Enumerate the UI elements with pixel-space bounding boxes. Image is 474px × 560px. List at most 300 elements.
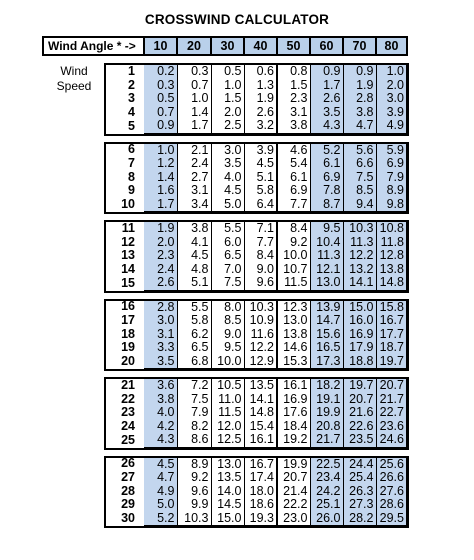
crosswind-value-cell: 0.3 (144, 79, 177, 93)
table-row (43, 433, 407, 448)
crosswind-value-cell: 12.5 (211, 433, 244, 448)
crosswind-value-cell: 8.5 (211, 314, 244, 328)
crosswind-value-cell: 2.3 (277, 92, 310, 106)
crosswind-value-cell: 17.4 (244, 471, 277, 485)
crosswind-value-cell: 4.9 (376, 119, 407, 134)
crosswind-value-cell: 7.5 (177, 393, 211, 407)
crosswind-value-cell: 12.3 (277, 300, 310, 315)
crosswind-value-cell: 25.4 (343, 471, 376, 485)
crosswind-value-cell: 12.2 (343, 249, 376, 263)
crosswind-value-cell: 10.5 (211, 378, 244, 393)
table-row (43, 378, 407, 393)
crosswind-value-cell: 14.0 (211, 485, 244, 499)
crosswind-value-cell: 5.0 (211, 198, 244, 213)
crosswind-value-cell: 4.7 (144, 471, 177, 485)
crosswind-value-cell: 14.5 (211, 498, 244, 512)
crosswind-value-cell: 0.3 (177, 64, 211, 79)
wind-speed-label-line2: Speed (56, 79, 92, 93)
crosswind-value-cell: 18.7 (376, 341, 407, 355)
group-spacer (43, 448, 407, 457)
crosswind-value-cell: 9.5 (211, 341, 244, 355)
speed-cell: 3 (128, 91, 135, 105)
crosswind-value-cell: 12.9 (244, 355, 277, 370)
crosswind-value-cell: 25.6 (376, 457, 407, 472)
crosswind-value-cell: 21.6 (343, 406, 376, 420)
crosswind-value-cell: 3.8 (343, 106, 376, 120)
table-row (43, 393, 407, 407)
table-row (43, 198, 407, 213)
speed-cell: 27 (121, 470, 135, 484)
crosswind-value-cell: 26.0 (310, 512, 343, 527)
crosswind-value-cell: 13.0 (310, 276, 343, 291)
crosswind-value-cell: 2.6 (310, 92, 343, 106)
crosswind-value-cell: 10.0 (211, 355, 244, 370)
crosswind-value-cell: 3.5 (144, 355, 177, 370)
crosswind-value-cell: 5.1 (244, 171, 277, 185)
crosswind-value-cell: 1.2 (144, 157, 177, 171)
table-row (43, 485, 407, 499)
crosswind-value-cell: 6.0 (211, 236, 244, 250)
speed-cell: 21 (121, 377, 135, 392)
crosswind-value-cell: 3.0 (211, 143, 244, 158)
crosswind-value-cell: 4.3 (144, 433, 177, 448)
crosswind-value-cell: 28.2 (343, 512, 376, 527)
crosswind-value-cell: 15.3 (277, 355, 310, 370)
crosswind-value-cell: 8.6 (177, 433, 211, 448)
crosswind-value-cell: 9.6 (244, 276, 277, 291)
crosswind-value-cell: 4.3 (310, 119, 343, 134)
crosswind-value-cell: 25.1 (310, 498, 343, 512)
crosswind-value-cell: 3.5 (310, 106, 343, 120)
angle-header-cell: 40 (244, 37, 277, 55)
crosswind-value-cell: 5.2 (144, 512, 177, 527)
crosswind-value-cell: 6.4 (244, 198, 277, 213)
crosswind-value-cell: 13.0 (211, 457, 244, 472)
crosswind-value-cell: 2.8 (144, 300, 177, 315)
crosswind-value-cell: 0.8 (277, 64, 310, 79)
table-row (43, 171, 407, 185)
angle-header-cell: 10 (144, 37, 177, 55)
table-row (43, 420, 407, 434)
speed-cell: 19 (121, 340, 135, 354)
crosswind-value-cell: 9.8 (376, 198, 407, 213)
crosswind-value-cell: 4.0 (144, 406, 177, 420)
crosswind-value-cell: 3.8 (277, 119, 310, 134)
table-row (43, 263, 407, 277)
crosswind-value-cell: 5.5 (211, 221, 244, 236)
crosswind-value-cell: 23.6 (376, 420, 407, 434)
crosswind-value-cell: 4.0 (211, 171, 244, 185)
crosswind-value-cell: 3.1 (277, 106, 310, 120)
crosswind-value-cell: 16.7 (376, 314, 407, 328)
crosswind-value-cell: 1.5 (211, 92, 244, 106)
crosswind-value-cell: 1.4 (177, 106, 211, 120)
crosswind-value-cell: 2.4 (177, 157, 211, 171)
angle-header-cell: 30 (211, 37, 244, 55)
crosswind-value-cell: 13.9 (310, 300, 343, 315)
crosswind-value-cell: 26.6 (376, 471, 407, 485)
crosswind-value-cell: 2.5 (211, 119, 244, 134)
crosswind-value-cell: 8.5 (343, 184, 376, 198)
crosswind-value-cell: 13.8 (277, 328, 310, 342)
crosswind-value-cell: 13.0 (277, 314, 310, 328)
crosswind-value-cell: 3.9 (376, 106, 407, 120)
crosswind-value-cell: 22.6 (343, 420, 376, 434)
crosswind-value-cell: 1.9 (343, 79, 376, 93)
speed-cell: 7 (128, 156, 135, 170)
crosswind-value-cell: 5.9 (376, 143, 407, 158)
crosswind-value-cell: 12.0 (211, 420, 244, 434)
crosswind-value-cell: 3.2 (244, 119, 277, 134)
speed-cell: 4 (128, 104, 135, 119)
table-row (43, 498, 407, 512)
crosswind-value-cell: 9.6 (177, 485, 211, 499)
speed-cell: 5 (128, 118, 135, 133)
crosswind-value-cell: 4.1 (177, 236, 211, 250)
header-row (43, 37, 407, 55)
crosswind-value-cell: 1.3 (244, 79, 277, 93)
wind-speed-label-line1: Wind (60, 64, 88, 78)
crosswind-value-cell: 19.9 (310, 406, 343, 420)
angle-header-cell: 20 (177, 37, 211, 55)
crosswind-value-cell: 1.0 (376, 64, 407, 79)
speed-cell: 9 (128, 183, 135, 197)
crosswind-value-cell: 4.6 (277, 143, 310, 158)
crosswind-value-cell: 6.2 (177, 328, 211, 342)
crosswind-value-cell: 1.6 (144, 184, 177, 198)
crosswind-value-cell: 19.1 (310, 393, 343, 407)
crosswind-value-cell: 22.2 (277, 498, 310, 512)
speed-cell: 30 (121, 511, 135, 525)
table-row (43, 355, 407, 370)
crosswind-value-cell: 9.0 (244, 263, 277, 277)
crosswind-value-cell: 23.5 (343, 433, 376, 448)
crosswind-value-cell: 4.7 (343, 119, 376, 134)
crosswind-value-cell: 8.4 (277, 221, 310, 236)
crosswind-value-cell: 6.8 (177, 355, 211, 370)
crosswind-value-cell: 2.8 (343, 92, 376, 106)
crosswind-value-cell: 0.9 (144, 119, 177, 134)
crosswind-value-cell: 15.0 (211, 512, 244, 527)
speed-cell: 23 (121, 405, 135, 419)
crosswind-value-cell: 18.8 (343, 355, 376, 370)
crosswind-value-cell: 6.9 (310, 171, 343, 185)
crosswind-value-cell: 14.1 (244, 393, 277, 407)
crosswind-value-cell: 11.3 (310, 249, 343, 263)
table-row (43, 184, 407, 198)
angle-header-cell: 60 (310, 37, 343, 55)
crosswind-value-cell: 3.1 (177, 184, 211, 198)
crosswind-value-cell: 18.0 (244, 485, 277, 499)
crosswind-value-cell: 14.8 (244, 406, 277, 420)
crosswind-value-cell: 1.7 (144, 198, 177, 213)
crosswind-value-cell: 4.9 (144, 485, 177, 499)
crosswind-value-cell: 0.6 (244, 64, 277, 79)
crosswind-value-cell: 7.9 (177, 406, 211, 420)
crosswind-value-cell: 5.1 (177, 276, 211, 291)
crosswind-value-cell: 10.3 (244, 300, 277, 315)
crosswind-value-cell: 1.9 (144, 221, 177, 236)
crosswind-value-cell: 2.7 (177, 171, 211, 185)
crosswind-value-cell: 7.1 (244, 221, 277, 236)
crosswind-value-cell: 14.1 (343, 276, 376, 291)
crosswind-value-cell: 20.8 (310, 420, 343, 434)
crosswind-value-cell: 13.5 (244, 378, 277, 393)
crosswind-value-cell: 3.8 (144, 393, 177, 407)
crosswind-value-cell: 3.4 (177, 198, 211, 213)
crosswind-value-cell: 3.6 (144, 378, 177, 393)
table-row (43, 143, 407, 158)
group-spacer (43, 55, 407, 64)
crosswind-value-cell: 5.8 (177, 314, 211, 328)
crosswind-value-cell: 23.4 (310, 471, 343, 485)
crosswind-value-cell: 16.9 (277, 393, 310, 407)
crosswind-value-cell: 6.1 (277, 171, 310, 185)
angle-header-cell: 70 (343, 37, 376, 55)
crosswind-value-cell: 20.7 (343, 393, 376, 407)
crosswind-value-cell: 18.4 (277, 420, 310, 434)
speed-cell: 15 (121, 275, 135, 290)
crosswind-value-cell: 13.2 (343, 263, 376, 277)
crosswind-value-cell: 18.6 (244, 498, 277, 512)
crosswind-value-cell: 6.9 (277, 184, 310, 198)
crosswind-value-cell: 12.1 (310, 263, 343, 277)
speed-cell: 14 (121, 261, 135, 276)
crosswind-value-cell: 16.1 (244, 433, 277, 448)
crosswind-value-cell: 8.7 (310, 198, 343, 213)
speed-cell: 10 (121, 197, 135, 211)
crosswind-value-cell: 3.5 (211, 157, 244, 171)
crosswind-value-cell: 14.8 (376, 276, 407, 291)
crosswind-value-cell: 7.7 (277, 198, 310, 213)
crosswind-value-cell: 2.6 (144, 276, 177, 291)
crosswind-value-cell: 9.4 (343, 198, 376, 213)
crosswind-value-cell: 2.0 (211, 106, 244, 120)
crosswind-value-cell: 4.5 (177, 249, 211, 263)
crosswind-value-cell: 28.6 (376, 498, 407, 512)
crosswind-value-cell: 10.9 (244, 314, 277, 328)
crosswind-value-cell: 13.5 (211, 471, 244, 485)
crosswind-value-cell: 16.5 (310, 341, 343, 355)
crosswind-value-cell: 15.8 (376, 300, 407, 315)
crosswind-value-cell: 5.5 (177, 300, 211, 315)
table-row (43, 471, 407, 485)
group-spacer (43, 291, 407, 300)
crosswind-value-cell: 6.1 (310, 157, 343, 171)
table-row (43, 341, 407, 355)
crosswind-value-cell: 4.8 (177, 263, 211, 277)
crosswind-value-cell: 6.5 (211, 249, 244, 263)
crosswind-value-cell: 17.9 (343, 341, 376, 355)
crosswind-value-cell: 6.6 (343, 157, 376, 171)
crosswind-value-cell: 2.4 (144, 263, 177, 277)
crosswind-value-cell: 22.7 (376, 406, 407, 420)
crosswind-value-cell: 4.5 (211, 184, 244, 198)
group-spacer (43, 212, 407, 221)
table-row (43, 221, 407, 236)
crosswind-value-cell: 1.0 (211, 79, 244, 93)
crosswind-value-cell: 10.3 (177, 512, 211, 527)
crosswind-value-cell: 0.9 (310, 64, 343, 79)
crosswind-value-cell: 6.5 (177, 341, 211, 355)
crosswind-value-cell: 27.6 (376, 485, 407, 499)
speed-cell: 6 (128, 142, 135, 156)
crosswind-value-cell: 7.5 (343, 171, 376, 185)
speed-cell: 24 (121, 418, 135, 433)
crosswind-value-cell: 0.7 (177, 79, 211, 93)
crosswind-value-cell: 13.8 (376, 263, 407, 277)
table-row (43, 92, 407, 106)
speed-cell: 25 (121, 432, 135, 447)
crosswind-value-cell: 14.7 (310, 314, 343, 328)
speed-cell: 16 (121, 299, 135, 313)
crosswind-value-cell: 16.1 (277, 378, 310, 393)
crosswind-value-cell: 18.2 (310, 378, 343, 393)
crosswind-value-cell: 5.2 (310, 143, 343, 158)
crosswind-value-cell: 23.0 (277, 512, 310, 527)
table-row (43, 249, 407, 263)
table-row (43, 236, 407, 250)
crosswind-value-cell: 11.0 (211, 393, 244, 407)
crosswind-value-cell: 7.9 (376, 171, 407, 185)
crosswind-value-cell: 24.4 (343, 457, 376, 472)
crosswind-value-cell: 19.9 (277, 457, 310, 472)
speed-cell: 12 (121, 234, 135, 249)
crosswind-value-cell: 1.0 (177, 92, 211, 106)
crosswind-value-cell: 1.7 (177, 119, 211, 134)
crosswind-value-cell: 7.8 (310, 184, 343, 198)
table-row (43, 314, 407, 328)
crosswind-value-cell: 2.0 (144, 236, 177, 250)
crosswind-value-cell: 1.7 (310, 79, 343, 93)
crosswind-value-cell: 3.0 (144, 314, 177, 328)
crosswind-value-cell: 12.2 (244, 341, 277, 355)
crosswind-value-cell: 29.5 (376, 512, 407, 527)
crosswind-value-cell: 1.0 (144, 143, 177, 158)
crosswind-value-cell: 3.8 (177, 221, 211, 236)
table-row (43, 119, 407, 134)
crosswind-value-cell: 16.0 (343, 314, 376, 328)
crosswind-value-cell: 8.4 (244, 249, 277, 263)
crosswind-value-cell: 8.0 (211, 300, 244, 315)
speed-cell: 13 (121, 248, 135, 262)
speed-cell: 29 (121, 497, 135, 511)
crosswind-value-cell: 3.0 (376, 92, 407, 106)
crosswind-value-cell: 11.3 (343, 236, 376, 250)
angle-header-cell: 80 (376, 37, 407, 55)
crosswind-value-cell: 8.2 (177, 420, 211, 434)
crosswind-value-cell: 14.6 (277, 341, 310, 355)
crosswind-value-cell: 19.3 (244, 512, 277, 527)
crosswind-value-cell: 15.4 (244, 420, 277, 434)
crosswind-value-cell: 4.2 (144, 420, 177, 434)
crosswind-value-cell: 11.5 (277, 276, 310, 291)
speed-cell: 26 (121, 456, 135, 470)
crosswind-value-cell: 0.9 (343, 64, 376, 79)
crosswind-value-cell: 9.2 (277, 236, 310, 250)
crosswind-value-cell: 10.4 (310, 236, 343, 250)
crosswind-value-cell: 7.7 (244, 236, 277, 250)
crosswind-value-cell: 5.0 (144, 498, 177, 512)
crosswind-value-cell: 20.7 (376, 378, 407, 393)
crosswind-value-cell: 0.7 (144, 106, 177, 120)
crosswind-value-cell: 17.3 (310, 355, 343, 370)
table-row (43, 106, 407, 120)
crosswind-value-cell: 6.9 (376, 157, 407, 171)
crosswind-value-cell: 21.7 (310, 433, 343, 448)
group-spacer (43, 134, 407, 143)
crosswind-value-cell: 3.9 (244, 143, 277, 158)
crosswind-value-cell: 3.1 (144, 328, 177, 342)
crosswind-value-cell: 11.5 (211, 406, 244, 420)
speed-cell: 11 (121, 220, 135, 235)
crosswind-value-cell: 24.2 (310, 485, 343, 499)
crosswind-value-cell: 7.5 (211, 276, 244, 291)
crosswind-value-cell: 5.6 (343, 143, 376, 158)
crosswind-value-cell: 10.3 (343, 221, 376, 236)
crosswind-value-cell: 10.8 (376, 221, 407, 236)
crosswind-value-cell: 5.4 (277, 157, 310, 171)
crosswind-value-cell: 9.5 (310, 221, 343, 236)
crosswind-value-cell: 2.0 (376, 79, 407, 93)
crosswind-value-cell: 1.9 (244, 92, 277, 106)
crosswind-value-cell: 21.7 (376, 393, 407, 407)
crosswind-value-cell: 7.0 (211, 263, 244, 277)
crosswind-value-cell: 1.5 (277, 79, 310, 93)
crosswind-value-cell: 19.2 (277, 433, 310, 448)
speed-cell: 8 (128, 169, 135, 184)
speed-cell: 22 (121, 391, 135, 406)
crosswind-value-cell: 11.8 (376, 236, 407, 250)
angle-header-cell: 50 (277, 37, 310, 55)
crosswind-value-cell: 0.5 (144, 92, 177, 106)
crosswind-value-cell: 16.7 (244, 457, 277, 472)
crosswind-table (42, 36, 408, 527)
table-row (43, 300, 407, 315)
crosswind-value-cell: 19.7 (376, 355, 407, 370)
crosswind-value-cell: 15.0 (343, 300, 376, 315)
crosswind-value-cell: 0.5 (211, 64, 244, 79)
crosswind-value-cell: 9.9 (177, 498, 211, 512)
speed-cell: 17 (121, 313, 135, 327)
group-spacer (43, 369, 407, 378)
table-row (43, 157, 407, 171)
crosswind-value-cell: 7.2 (177, 378, 211, 393)
crosswind-value-cell: 8.9 (376, 184, 407, 198)
crosswind-value-cell: 2.6 (244, 106, 277, 120)
crosswind-value-cell: 27.3 (343, 498, 376, 512)
crosswind-value-cell: 10.0 (277, 249, 310, 263)
crosswind-value-cell: 17.7 (376, 328, 407, 342)
crosswind-value-cell: 9.0 (211, 328, 244, 342)
crosswind-value-cell: 16.9 (343, 328, 376, 342)
crosswind-value-cell: 19.7 (343, 378, 376, 393)
speed-cell: 20 (121, 354, 135, 368)
crosswind-value-cell: 4.5 (144, 457, 177, 472)
crosswind-value-cell: 11.6 (244, 328, 277, 342)
speed-cell: 28 (121, 483, 135, 498)
table-row (43, 328, 407, 342)
crosswind-value-cell: 15.6 (310, 328, 343, 342)
table-row (43, 406, 407, 420)
crosswind-value-cell: 17.6 (277, 406, 310, 420)
crosswind-value-cell: 5.8 (244, 184, 277, 198)
crosswind-value-cell: 2.1 (177, 143, 211, 158)
table-row (43, 276, 407, 291)
crosswind-value-cell: 20.7 (277, 471, 310, 485)
table-row (43, 512, 407, 527)
crosswind-value-cell: 10.7 (277, 263, 310, 277)
